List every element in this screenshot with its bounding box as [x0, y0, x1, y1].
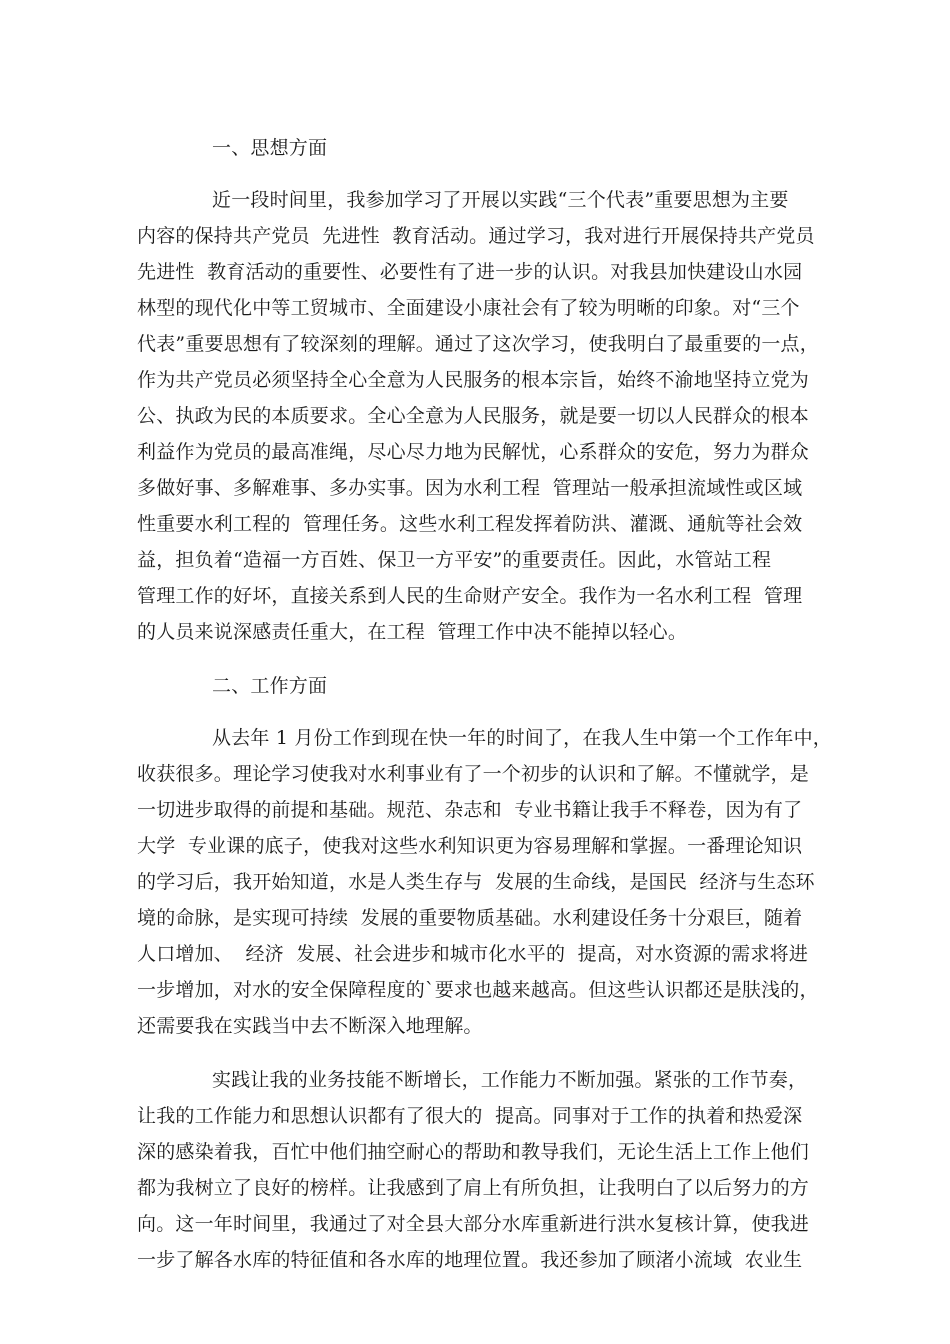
paragraph-line: 让我的工作能力和思想认识都有了很大的 提高。同事对于工作的执着和热爱深	[137, 1105, 803, 1127]
section-heading-thought: 一、思想方面	[212, 137, 328, 159]
paragraph-line: 境的命脉，是实现可持续 发展的重要物质基础。水利建设任务十分艰巨，随着	[137, 907, 803, 929]
paragraph-line: 作为共产党员必须坚持全心全意为人民服务的根本宗旨，始终不渝地坚持立党为	[137, 369, 810, 391]
paragraph-line: 实践让我的业务技能不断增长，工作能力不断加强。紧张的工作节奏，	[212, 1069, 808, 1091]
paragraph-line: 收获很多。理论学习使我对水利事业有了一个初步的认识和了解。不懂就学，是	[137, 763, 810, 785]
section-heading-work: 二、工作方面	[212, 675, 328, 697]
paragraph-line: 从去年 1 月份工作到现在快一年的时间了，在我人生中第一个工作年中，	[212, 727, 832, 749]
paragraph-line: 向。这一年时间里，我通过了对全县大部分水库重新进行洪水复核计算，使我进	[137, 1213, 810, 1235]
paragraph-line: 先进性 教育活动的重要性、必要性有了进一步的认识。对我县加快建设山水园	[137, 261, 803, 283]
paragraph-line: 林型的现代化中等工贸城市、全面建设小康社会有了较为明晰的印象。对“三个	[137, 297, 800, 319]
paragraph-line: 人口增加、 经济 发展、社会进步和城市化水平的 提高，对水资源的需求将进	[137, 943, 809, 965]
paragraph-line: 一切进步取得的前提和基础。规范、杂志和 专业书籍让我手不释卷，因为有了	[137, 799, 803, 821]
paragraph-line: 利益作为党员的最高准绳，尽心尽力地为民解忧，心系群众的安危，努力为群众	[137, 441, 810, 463]
paragraph-line: 都为我树立了良好的榜样。让我感到了肩上有所负担，让我明白了以后努力的方	[137, 1177, 810, 1199]
paragraph-line: 的学习后，我开始知道，水是人类生存与 发展的生命线，是国民 经济与生态环	[137, 871, 815, 893]
paragraph-line: 还需要我在实践当中去不断深入地理解。	[137, 1015, 483, 1037]
paragraph-line: 益，担负着“造福一方百姓、保卫一方平安”的重要责任。因此，水管站工程	[137, 549, 772, 571]
paragraph-line: 一步增加，对水的安全保障程度的`要求也越来越高。但这些认识都还是肤浅的，	[137, 979, 819, 1001]
paragraph-line: 一步了解各水库的特征值和各水库的地理位置。我还参加了顾渚小流域 农业生	[137, 1249, 803, 1271]
paragraph-line: 近一段时间里，我参加学习了开展以实践“三个代表”重要思想为主要	[212, 189, 789, 211]
paragraph-line: 代表”重要思想有了较深刻的理解。通过了这次学习，使我明白了最重要的一点，	[137, 333, 819, 355]
paragraph-line: 性重要水利工程的 管理任务。这些水利工程发挥着防洪、灌溉、通航等社会效	[137, 513, 803, 535]
paragraph-line: 大学 专业课的底子，使我对这些水利知识更为容易理解和掌握。一番理论知识	[137, 835, 803, 857]
paragraph-line: 内容的保持共产党员 先进性 教育活动。通过学习，我对进行开展保持共产党员	[137, 225, 815, 247]
paragraph-line: 管理工作的好坏，直接关系到人民的生命财产安全。我作为一名水利工程 管理	[137, 585, 803, 607]
paragraph-line: 多做好事、多解难事、多办实事。因为水利工程 管理站一般承担流域性或区域	[137, 477, 803, 499]
paragraph-line: 深的感染着我，百忙中他们抽空耐心的帮助和教导我们，无论生活上工作上他们	[137, 1141, 810, 1163]
paragraph-line: 公、执政为民的本质要求。全心全意为人民服务，就是要一切以人民群众的根本	[137, 405, 810, 427]
paragraph-line: 的人员来说深感责任重大，在工程 管理工作中决不能掉以轻心。	[137, 621, 688, 643]
